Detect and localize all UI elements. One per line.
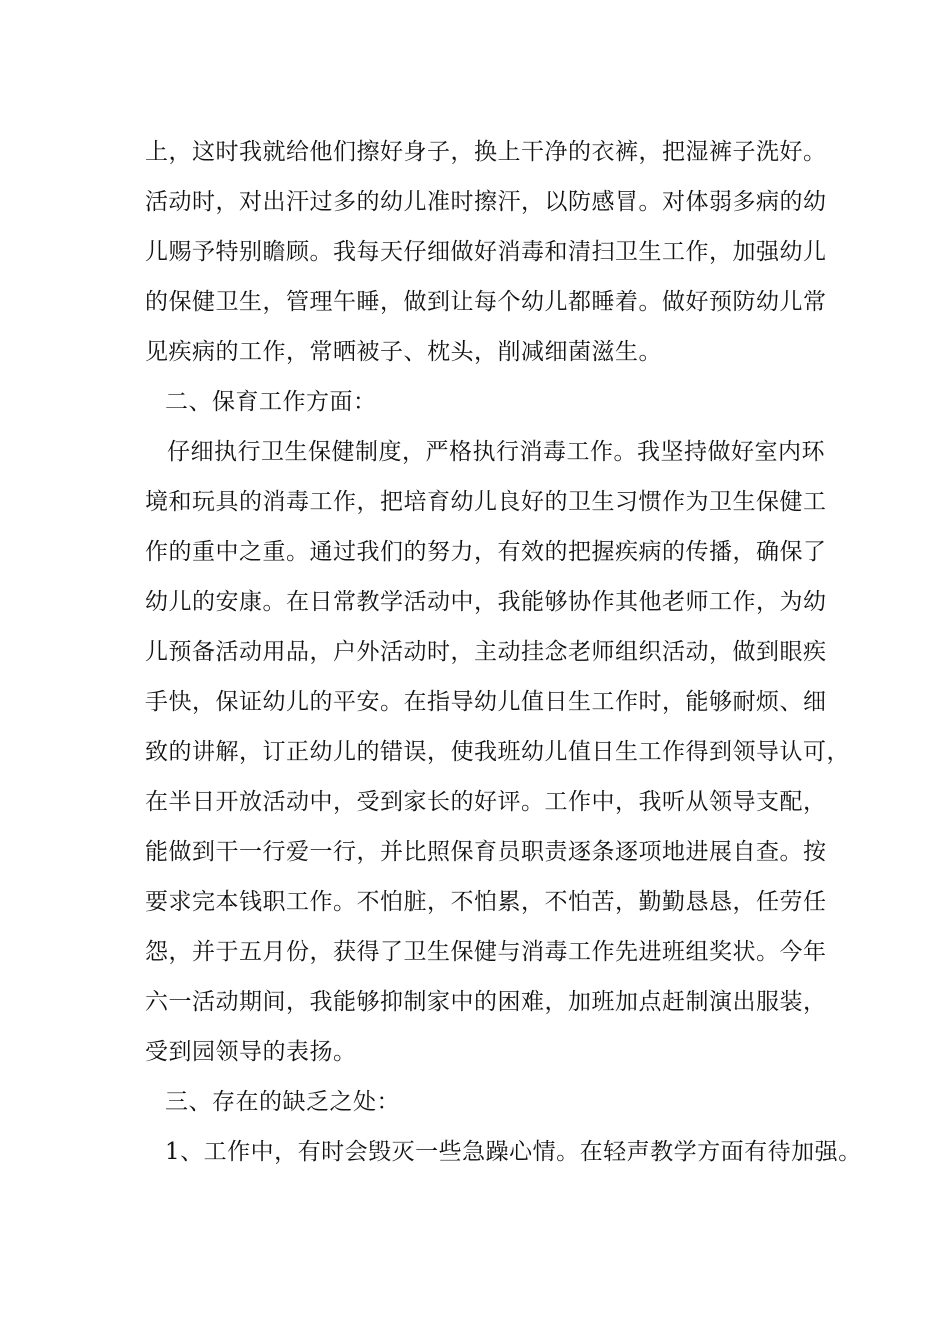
- paragraph-line: 六一活动期间，我能够抑制家中的困难，加班加点赶制演出服装，: [145, 989, 827, 1015]
- paragraph-line: 在半日开放活动中，受到家长的好评。工作中，我听从领导支配，: [145, 789, 827, 815]
- paragraph-line: 受到园领导的表扬。: [145, 1039, 357, 1065]
- paragraph-line: 能做到干一行爱一行，并比照保育员职责逐条逐项地进展自查。按: [145, 839, 827, 865]
- paragraph-line: 儿赐予特别瞻顾。我每天仔细做好消毒和清扫卫生工作，加强幼儿: [145, 239, 827, 265]
- paragraph-line: 上，这时我就给他们擦好身子，换上干净的衣裤，把湿裤子洗好。: [145, 139, 827, 165]
- paragraph-line: 要求完本钱职工作。不怕脏，不怕累，不怕苦，勤勤恳恳，任劳任: [145, 889, 827, 915]
- paragraph-line: 幼儿的安康。在日常教学活动中，我能够协作其他老师工作，为幼: [145, 589, 827, 615]
- paragraph-line: 儿预备活动用品，户外活动时，主动挂念老师组织活动，做到眼疾: [145, 639, 827, 665]
- paragraph-line: 仔细执行卫生保健制度，严格执行消毒工作。我坚持做好室内环: [167, 439, 825, 465]
- paragraph-line: 怨，并于五月份，获得了卫生保健与消毒工作先进班组奖状。今年: [145, 939, 827, 965]
- section-heading: 二、保育工作方面：: [165, 389, 377, 415]
- paragraph-line: 活动时，对出汗过多的幼儿准时擦汗，以防感冒。对体弱多病的幼: [145, 189, 827, 215]
- paragraph-line: 手快，保证幼儿的平安。在指导幼儿值日生工作时，能够耐烦、细: [145, 689, 827, 715]
- section-heading: 三、存在的缺乏之处：: [165, 1089, 400, 1115]
- paragraph-line: 境和玩具的消毒工作，把培育幼儿良好的卫生习惯作为卫生保健工: [145, 489, 827, 515]
- paragraph-line: 见疾病的工作，常晒被子、枕头，削减细菌滋生。: [145, 339, 662, 365]
- list-item: 1、工作中，有时会毁灭一些急躁心情。在轻声教学方面有待加强。: [165, 1139, 862, 1165]
- paragraph-line: 的保健卫生，管理午睡，做到让每个幼儿都睡着。做好预防幼儿常: [145, 289, 827, 315]
- paragraph-line: 作的重中之重。通过我们的努力，有效的把握疾病的传播，确保了: [145, 539, 827, 565]
- paragraph-line: 致的讲解，订正幼儿的错误，使我班幼儿值日生工作得到领导认可，: [145, 739, 850, 765]
